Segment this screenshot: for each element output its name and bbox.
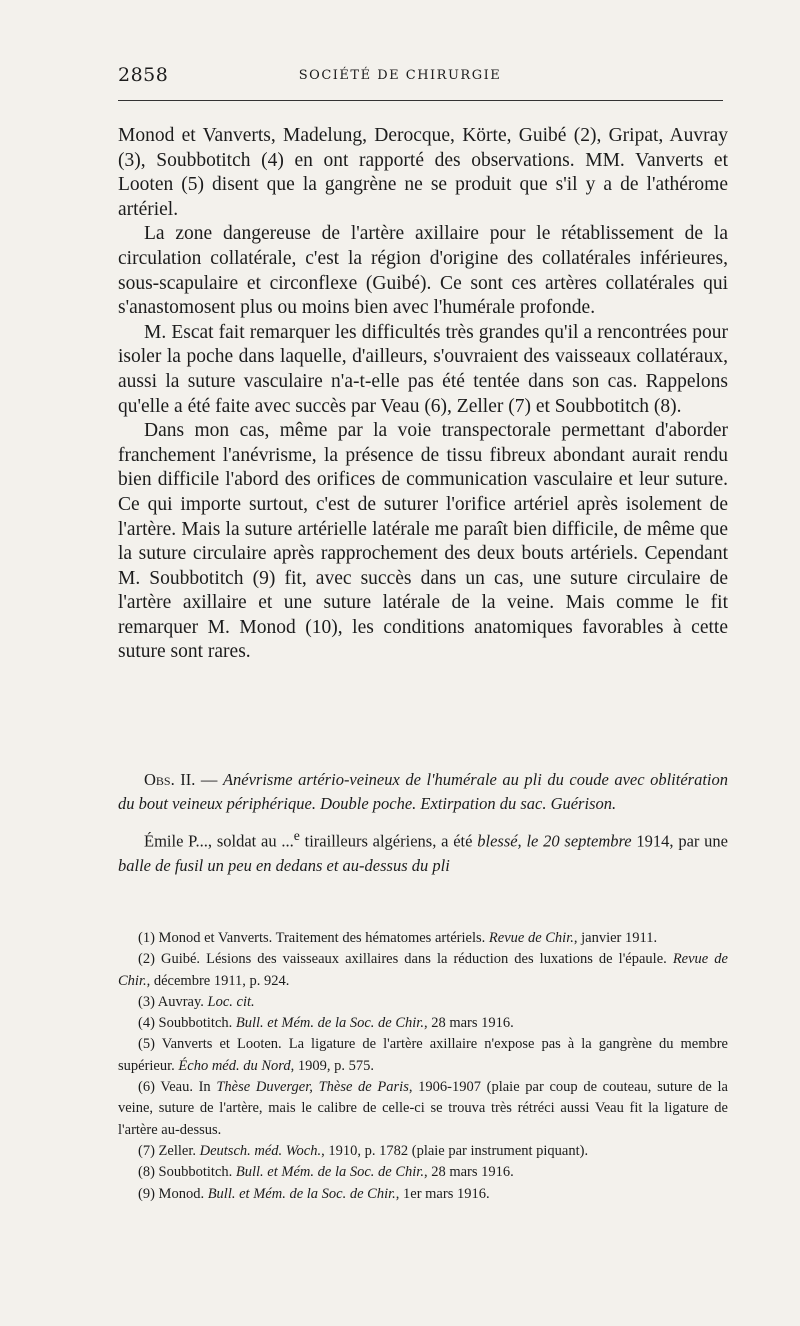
paragraph: Dans mon cas, même par la voie transpectorale permettant d'aborder franchement l'anévrisme, la présence de tissu fibreux abondant aurait rendu bien difficile l'abord des orifices de communication vasculaire et leur suture. Ce qui importe surtout, c'est de suturer l'orifice artériel après isolement de l'artère. Mais la suture artérielle latérale me paraît bien difficile, de même que la suture circulaire après rapprochement des deux bouts artériels. Cependant M. Soubbotitch (9) fit, avec succès dans un cas, une suture circulaire de l'artère axillaire et une suture latérale de la veine. Mais comme le fit remarquer M. Monod (10), les conditions anatomiques favorables à cette suture sont rares. xyxy=(118,420,728,663)
observation-title: Anévrisme artério-veineux de l'humérale au pli du coude avec oblitération du bout veineux périphérique. Double poche. Extirpation du sac. Guérison. xyxy=(118,770,729,813)
paragraph: La zone dangereuse de l'artère axillaire pour le rétablissement de la circulation collatérale, c'est la région d'origine des collatérales inférieures, sous-scapulaire et circonflexe (Guibé). Ce sont ces artères collatérales qui s'anastomosent plus ou moins bien avec l'humérale profonde. xyxy=(118,223,728,319)
footnote: (2) Guibé. Lésions des vaisseaux axillaires dans la réduction des luxations de l'épaule. Revue de Chir., décembre 1911, p. 924. xyxy=(118,951,728,989)
paragraph: M. Escat fait remarquer les difficultés très grandes qu'il a rencontrées pour isoler la poche dans laquelle, d'ailleurs, s'ouvraient des vaisseaux collatéraux, aussi la suture vasculaire n'a-t-elle pas été tentée dans son cas. Rappelons qu'elle a été faite avec succès par Veau (6), Zeller (7) et Soubbotitch (8). xyxy=(118,321,728,417)
observation-text-italic: balle de fusil un peu en dedans et au-dessus du pli xyxy=(118,855,450,875)
observation-superscript: e xyxy=(293,828,300,843)
footnotes xyxy=(118,928,728,1205)
header-rule xyxy=(118,100,723,101)
observation-label: Obs. II. xyxy=(144,770,196,789)
footnote: (9) Monod. Bull. et Mém. de la Soc. de Chir., 1er mars 1916. xyxy=(138,1185,490,1202)
footnote: (7) Zeller. Deutsch. méd. Woch., 1910, p. 1782 (plaie par instrument piquant). xyxy=(138,1142,589,1159)
footnote: (1) Monod et Vanverts. Traitement des hématomes artériels. Revue de Chir., janvier 1911. xyxy=(138,930,658,946)
footnote: (5) Vanverts et Looten. La ligature de l'artère axillaire n'expose pas à la gangrène du membre supérieur. Écho méd. du Nord, 1909, p. 575. xyxy=(118,1036,728,1074)
observation-text-italic: blessé, le 20 septembre xyxy=(477,831,632,851)
footnote: (4) Soubbotitch. Bull. et Mém. de la Soc. de Chir., 28 mars 1916. xyxy=(138,1015,514,1032)
page-number: 2858 xyxy=(118,64,169,86)
observation-text xyxy=(118,824,728,878)
observation-heading xyxy=(118,768,728,816)
paragraph: Monod et Vanverts, Madelung, Derocque, Körte, Guibé (2), Gripat, Auvray (3), Soubbotitch (4) en ont rapporté des observations. MM. Vanverts et Looten (5) disent que la gangrène ne se produit que s'il y a de l'athérome artériel. xyxy=(118,125,728,220)
footnote: (6) Veau. In Thèse Duverger, Thèse de Paris, 1906-1907 (plaie par coup de couteau, suture de la veine, suture de l'artère, mais le calibre de celle-ci se trouva très rétréci aussi Veau fit la ligature de l'artère au-dessus. xyxy=(118,1079,728,1138)
body-text xyxy=(118,124,728,665)
observation-text-part: 1914, par une xyxy=(631,831,728,851)
footnote: (8) Soubbotitch. Bull. et Mém. de la Soc. de Chir., 28 mars 1916. xyxy=(138,1164,514,1181)
observation-dash: — xyxy=(195,770,223,789)
running-head: SOCIÉTÉ DE CHIRURGIE xyxy=(298,68,502,83)
observation-text-part: tirailleurs algériens, a été xyxy=(299,831,478,851)
footnote: (3) Auvray. Loc. cit. xyxy=(138,993,255,1010)
observation-text-part: Émile P..., soldat au ... xyxy=(144,831,294,851)
observation xyxy=(118,768,728,886)
